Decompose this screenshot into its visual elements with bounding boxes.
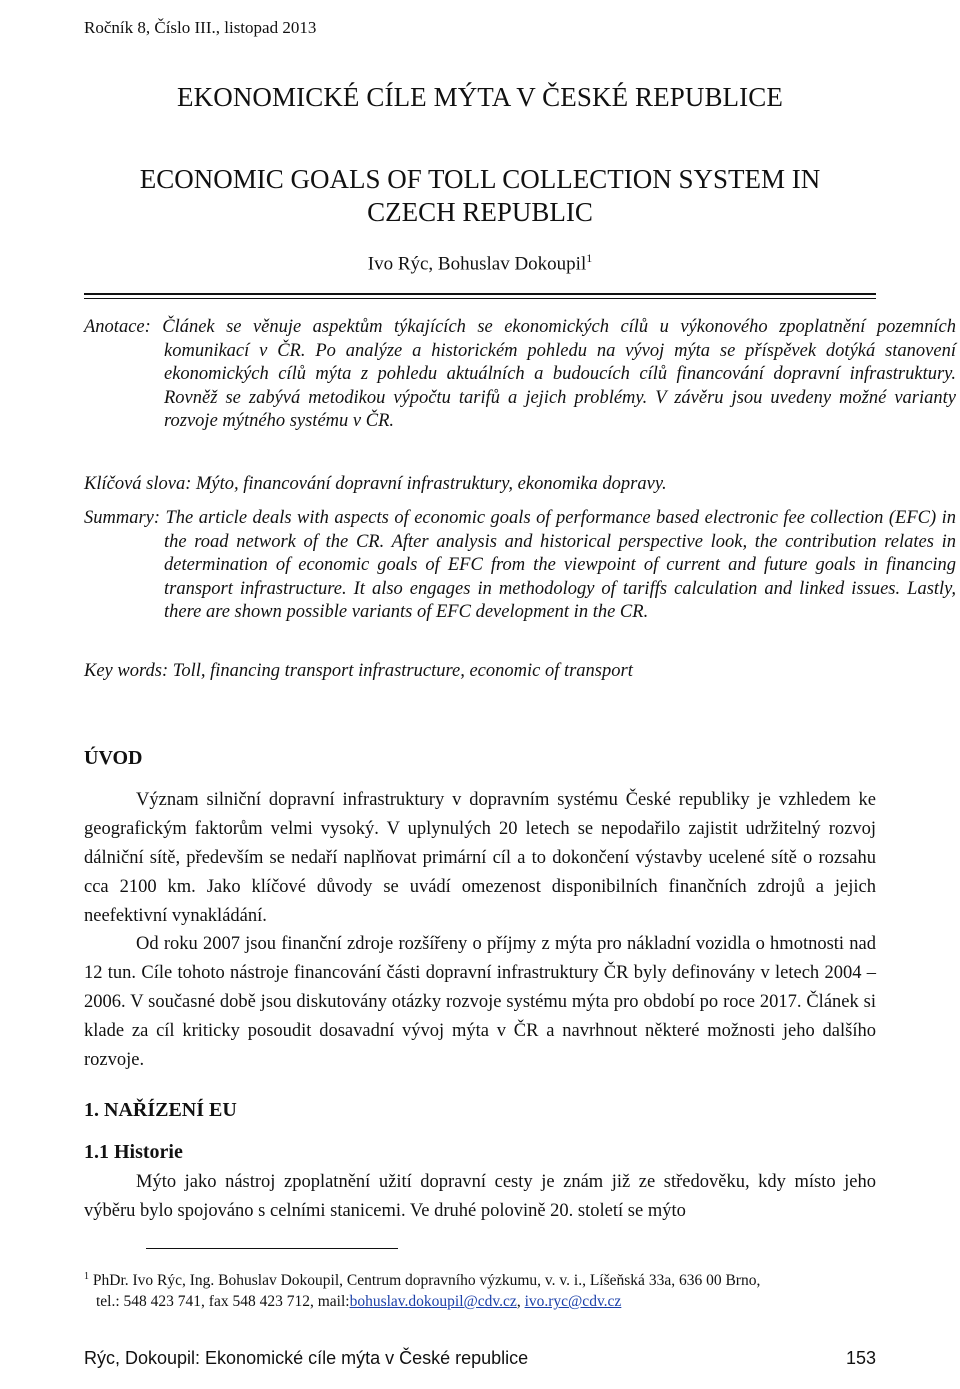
footer-running-title: Rýc, Dokoupil: Ekonomické cíle mýta v České republice bbox=[84, 1348, 529, 1368]
footnote-contact: tel.: 548 423 741, fax 548 423 712, mail: bbox=[96, 1293, 350, 1311]
email-link-ryc[interactable]: ivo.ryc@cdv.cz bbox=[524, 1293, 622, 1311]
heading-section-1-1: 1.1 Historie bbox=[84, 1141, 183, 1163]
uvod-paragraph-1: Význam silniční dopravní infrastruktury v dopravním systému České republiky je vzhledem ke geografickým faktorům velmi vysoký. V uplynulých 20 letech se nepodařilo zajistit udržitelný rozvoj dálniční sítě, především se nedaří naplňovat primární cíl a to dokončení výstavby ucelené sítě o rozsahu cca 2100 km. Jako klíčové důvody se uvádí omezenost disponibilních finančních zdrojů a jejich neefektivní vynakládání. bbox=[84, 790, 876, 926]
footnote-separator-text: , bbox=[516, 1293, 525, 1311]
footnote-line2 bbox=[84, 1291, 884, 1312]
email-link-dokoupil[interactable]: bohuslav.dokoupil@cdv.cz bbox=[349, 1293, 517, 1311]
abstract-anotace: Anotace: Článek se věnuje aspektům týkajících se ekonomických cílů u výkonového zpoplatnění pozemních komunikací v ČR. Po analýze a historickém pohledu na vývoj mýta se příspěvek dotýká stanovení ekonomických cílů mýta z pohledu aktuálních a budoucích cílů financování dopravní infrastruktury. Rovněž se zabývá metodikou výpočtu tarifů a jejich problémy. V závěru jsou uvedeny možné varianty rozvoje mýtného systému v ČR. bbox=[84, 317, 956, 432]
author-footnote-mark: 1 bbox=[586, 251, 593, 265]
footnote-line1 bbox=[84, 1266, 884, 1291]
section-1-1-paragraph: Mýto jako nástroj zpoplatnění užití dopravní cesty je znám již ze středověku, kdy místo jeho výběru bylo spojováno s celními stanicemi. Ve druhé polovině 20. století se mýto bbox=[84, 1172, 876, 1221]
author-names: Ivo Rýc, Bohuslav Dokoupil bbox=[367, 253, 587, 275]
heading-section-1: 1. NAŘÍZENÍ EU bbox=[84, 1099, 237, 1121]
authors bbox=[0, 251, 960, 275]
heading-uvod: ÚVOD bbox=[84, 747, 143, 769]
title-rule-bottom bbox=[84, 298, 876, 299]
title-rule-top bbox=[84, 293, 876, 295]
title-english-line1: ECONOMIC GOALS OF TOLL COLLECTION SYSTEM IN bbox=[139, 164, 821, 194]
footnote bbox=[84, 1266, 884, 1312]
footnote-mark: 1 bbox=[84, 1271, 89, 1282]
footnote-line1-text: PhDr. Ivo Rýc, Ing. Bohuslav Dokoupil, Centrum dopravního výzkumu, v. v. i., Líšeňská 33a, 636 00 Brno, bbox=[92, 1272, 761, 1290]
page-number: 153 bbox=[845, 1348, 876, 1368]
title-english-line2: CZECH REPUBLIC bbox=[367, 197, 593, 227]
uvod-paragraph-2: Od roku 2007 jsou finanční zdroje rozšířeny o příjmy z mýta pro nákladní vozidla o hmotnosti nad 12 tun. Cíle tohoto nástroje financování části dopravní infrastruktury ČR byly definovány v letech 2004 – 2006. V současné době jsou diskutovány otázky rozvoje systému mýta pro období po roce 2017. Článek si klade za cíl kriticky posoudit dosavadní vývoj mýta v ČR a navrhnout některé možnosti jeho dalšího rozvoje. bbox=[84, 934, 876, 1070]
title-czech: EKONOMICKÉ CÍLE MÝTA V ČESKÉ REPUBLICE bbox=[177, 82, 783, 112]
running-head: Ročník 8, Číslo III., listopad 2013 bbox=[84, 18, 317, 37]
footnote-separator bbox=[146, 1248, 398, 1249]
abstract-summary: Summary: The article deals with aspects of economic goals of performance based electronic fee collection (EFC) in the road network of the CR. After analysis and historical perspective look, the contribution relates in determination of economic goals of EFC from the viewpoint of current and future goals in financing transport infrastructure. It also engages in methodology of tariffs calculation and linked issues. Lastly, there are shown possible variants of EFC development in the CR. bbox=[84, 508, 956, 623]
keywords-czech: Klíčová slova: Mýto, financování dopravní infrastruktury, ekonomika dopravy. bbox=[84, 474, 667, 494]
keywords-english: Key words: Toll, financing transport infrastructure, economic of transport bbox=[84, 661, 633, 681]
title-english bbox=[0, 163, 960, 229]
